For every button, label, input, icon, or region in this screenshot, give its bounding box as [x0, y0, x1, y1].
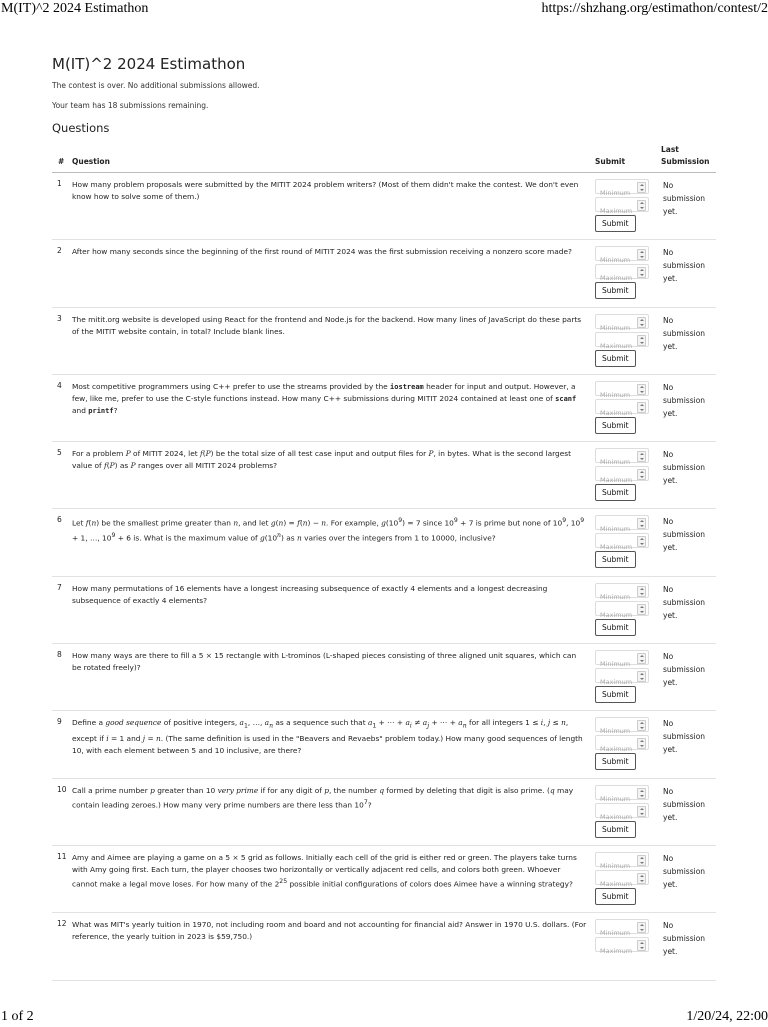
minimum-spinner-icon[interactable]: [637, 384, 646, 395]
maximum-input[interactable]: [596, 542, 636, 553]
submit-button[interactable]: Submit: [595, 350, 636, 367]
submit-cell: [595, 778, 661, 845]
submit-cell: [595, 240, 661, 307]
maximum-input[interactable]: [596, 340, 636, 351]
last-submission-status: No submission yet.: [661, 442, 716, 509]
maximum-input-wrapper: [595, 870, 649, 885]
header-submit: Submit: [595, 144, 661, 173]
minimum-input-wrapper: [595, 919, 649, 934]
minimum-input-wrapper: [595, 448, 649, 463]
question-number: 9: [52, 711, 72, 778]
maximum-input[interactable]: [596, 811, 636, 822]
minimum-input-wrapper: [595, 650, 649, 665]
submit-button[interactable]: Submit: [595, 686, 636, 703]
minimum-input-wrapper: [595, 785, 649, 800]
last-submission-status: No submission yet.: [661, 374, 716, 441]
question-text: How many problem proposals were submitted by the MITIT 2024 problem writers? (Most of them didn't make the contest. We don't even know how to solve some of them.): [72, 173, 595, 240]
last-submission-status: No submission yet.: [661, 778, 716, 845]
submissions-remaining-text: Your team has 18 submissions remaining.: [52, 101, 209, 110]
minimum-spinner-icon[interactable]: [637, 720, 646, 731]
question-text: Call a prime number p greater than 10 very prime if for any digit of p, the number q formed by deleting that digit is also prime. (q may contain leading zeroes.) How many very prime numbers are there less than $10^7$?: [72, 778, 595, 845]
minimum-spinner-icon[interactable]: [637, 451, 646, 462]
minimum-spinner-icon[interactable]: [637, 182, 646, 193]
maximum-spinner-icon[interactable]: [637, 200, 646, 211]
maximum-input-wrapper: [595, 803, 649, 818]
questions-table-body: [52, 173, 716, 981]
maximum-input[interactable]: [596, 677, 636, 688]
header-last-submission: Last Submission: [661, 144, 716, 173]
submit-cell: [595, 173, 661, 240]
submit-cell: [595, 644, 661, 711]
last-submission-status: No submission yet.: [661, 644, 716, 711]
question-number: 7: [52, 576, 72, 643]
minimum-input-wrapper: [595, 246, 649, 261]
question-number: 8: [52, 644, 72, 711]
question-text: How many ways are there to fill a 5 × 15 rectangle with L-trominos (L-shaped pieces consisting of three aligned unit squares, which can be rotated freely)?: [72, 644, 595, 711]
last-submission-status: No submission yet.: [661, 509, 716, 576]
submit-button[interactable]: Submit: [595, 215, 636, 232]
submit-cell: [595, 374, 661, 441]
print-footer: [0, 1009, 768, 1027]
main-content: [52, 52, 716, 957]
maximum-spinner-icon[interactable]: [637, 536, 646, 547]
submit-button[interactable]: Submit: [595, 551, 636, 568]
question-number: 3: [52, 307, 72, 374]
submit-button[interactable]: Submit: [595, 821, 636, 838]
maximum-spinner-icon[interactable]: [637, 738, 646, 749]
table-row: [52, 307, 716, 374]
maximum-input[interactable]: [596, 878, 636, 889]
maximum-input[interactable]: [596, 273, 636, 284]
table-row: [52, 576, 716, 643]
questions-table: [52, 144, 716, 981]
maximum-input[interactable]: [596, 946, 636, 957]
table-row: [52, 913, 716, 980]
maximum-input-wrapper: [595, 937, 649, 952]
table-row: [52, 509, 716, 576]
minimum-spinner-icon[interactable]: [637, 249, 646, 260]
last-submission-status: No submission yet.: [661, 173, 716, 240]
submit-button[interactable]: Submit: [595, 619, 636, 636]
submit-button[interactable]: Submit: [595, 888, 636, 905]
question-text: Define a good sequence of positive integers, $a_1$, …, $a_n$ as a sequence such that $a_1$ + ⋯ + $a_i \ne a_j$ + ⋯ + $a_n$ for all integers 1 ≤ i, j ≤ n, except if i = 1 and j = n. (The same definition is used in the "Beavers and Revaebs" problem today.) How many good sequences of length 10, with each element between 5 and 10 inclusive, are there?: [72, 711, 595, 778]
question-number: 4: [52, 374, 72, 441]
page-title: M(IT)^2 2024 Estimathon: [52, 55, 246, 73]
minimum-spinner-icon[interactable]: [637, 586, 646, 597]
maximum-input-wrapper: [595, 197, 649, 212]
submit-cell: [595, 307, 661, 374]
minimum-input-wrapper: [595, 515, 649, 530]
submit-cell: [595, 442, 661, 509]
table-row: [52, 644, 716, 711]
header-question: Question: [72, 144, 595, 173]
maximum-spinner-icon[interactable]: [637, 335, 646, 346]
minimum-spinner-icon[interactable]: [637, 855, 646, 866]
question-text: What was MIT's yearly tuition in 1970, not including room and board and not accounting for financial aid? Answer in 1970 U.S. dollars. (For reference, the yearly tuition in 2023 is $59,750.): [72, 913, 595, 980]
maximum-input[interactable]: [596, 609, 636, 620]
maximum-spinner-icon[interactable]: [637, 671, 646, 682]
question-number: 12: [52, 913, 72, 980]
contest-status-text: The contest is over. No additional submissions allowed.: [52, 81, 260, 90]
maximum-spinner-icon[interactable]: [637, 469, 646, 480]
table-row: [52, 240, 716, 307]
minimum-spinner-icon[interactable]: [637, 788, 646, 799]
question-number: 10: [52, 778, 72, 845]
maximum-input-wrapper: [595, 332, 649, 347]
maximum-spinner-icon[interactable]: [637, 267, 646, 278]
minimum-input-wrapper: [595, 179, 649, 194]
last-submission-status: No submission yet.: [661, 711, 716, 778]
print-header-url: https://shzhang.org/estimathon/contest/2: [541, 1, 768, 16]
print-footer-datetime: 1/20/24, 22:00: [686, 1009, 768, 1024]
maximum-input-wrapper: [595, 668, 649, 683]
table-row: [52, 711, 716, 778]
submit-cell: [595, 509, 661, 576]
question-number: 5: [52, 442, 72, 509]
minimum-input-wrapper: [595, 381, 649, 396]
submit-button[interactable]: Submit: [595, 753, 636, 770]
last-submission-status: No submission yet.: [661, 576, 716, 643]
submit-cell: [595, 576, 661, 643]
submit-cell: [595, 913, 661, 980]
question-text: For a problem P of MITIT 2024, let f(P) be the total size of all test case input and output files for P, in bytes. What is the second largest value of f(P) as P ranges over all MITIT 2024 problems?: [72, 442, 595, 509]
maximum-input-wrapper: [595, 735, 649, 750]
maximum-input-wrapper: [595, 601, 649, 616]
table-header-row: [52, 144, 716, 173]
question-text: Most competitive programmers using C++ prefer to use the streams provided by the iostream header for input and output. However, a few, like me, prefer to use the C-style functions instead. How many C++ submissions during MITIT 2024 contained at least one of scanf and printf?: [72, 374, 595, 441]
last-submission-status: No submission yet.: [661, 845, 716, 912]
submit-button[interactable]: Submit: [595, 282, 636, 299]
maximum-spinner-icon[interactable]: [637, 873, 646, 884]
maximum-input-wrapper: [595, 399, 649, 414]
submit-button[interactable]: Submit: [595, 417, 636, 434]
header-number: #: [52, 144, 72, 173]
question-text: The mitit.org website is developed using React for the frontend and Node.js for the backend. How many lines of JavaScript do these parts of the MITIT website contain, in total? Include blank lines.: [72, 307, 595, 374]
table-row: [52, 442, 716, 509]
minimum-spinner-icon[interactable]: [637, 653, 646, 664]
table-row: [52, 778, 716, 845]
question-number: 2: [52, 240, 72, 307]
last-submission-status: No submission yet.: [661, 240, 716, 307]
maximum-spinner-icon[interactable]: [637, 940, 646, 951]
minimum-spinner-icon[interactable]: [637, 922, 646, 933]
questions-heading: Questions: [52, 121, 110, 135]
minimum-spinner-icon[interactable]: [637, 317, 646, 328]
minimum-input-wrapper: [595, 583, 649, 598]
maximum-spinner-icon[interactable]: [637, 604, 646, 615]
print-header-title: M(IT)^2 2024 Estimathon: [1, 1, 149, 16]
question-number: 6: [52, 509, 72, 576]
minimum-input-wrapper: [595, 717, 649, 732]
maximum-input-wrapper: [595, 466, 649, 481]
maximum-spinner-icon[interactable]: [637, 806, 646, 817]
minimum-spinner-icon[interactable]: [637, 518, 646, 529]
minimum-input-wrapper: [595, 314, 649, 329]
maximum-input[interactable]: [596, 475, 636, 486]
last-submission-status: No submission yet.: [661, 307, 716, 374]
maximum-input-wrapper: [595, 264, 649, 279]
question-text: Let f(n) be the smallest prime greater than n, and let g(n) = f(n) − n. For example, $g(10^9) = 7$ since $10^9 + 7$ is prime but none of $10^9$, $10^9 + 1$, …, $10^9 + 6$ is. What is the maximum value of g(10$^n$) as n varies over the integers from 1 to 10000, inclusive?: [72, 509, 595, 576]
maximum-input[interactable]: [596, 407, 636, 418]
table-row: [52, 374, 716, 441]
question-text: How many permutations of 16 elements have a longest increasing subsequence of exactly 4 elements and a longest decreasing subsequence of exactly 4 elements?: [72, 576, 595, 643]
maximum-input-wrapper: [595, 533, 649, 548]
question-text: After how many seconds since the beginning of the first round of MITIT 2024 was the first submission receiving a nonzero score made?: [72, 240, 595, 307]
submit-cell: [595, 845, 661, 912]
minimum-input-wrapper: [595, 852, 649, 867]
maximum-input[interactable]: [596, 206, 636, 217]
maximum-input[interactable]: [596, 744, 636, 755]
table-row: [52, 173, 716, 240]
table-row: [52, 845, 716, 912]
last-submission-status: No submission yet.: [661, 913, 716, 980]
maximum-spinner-icon[interactable]: [637, 402, 646, 413]
question-number: 1: [52, 173, 72, 240]
submit-cell: [595, 711, 661, 778]
question-number: 11: [52, 845, 72, 912]
print-header: [0, 1, 768, 19]
question-text: Amy and Aimee are playing a game on a 5 × 5 grid as follows. Initially each cell of the grid is either red or green. The players take turns with Amy going first. Each turn, the player chooses two horizontally or vertically adjacent red cells, and colors both green. Whoever cannot make a legal move loses. For how many of the $2^{25}$ possible initial configurations of colors does Aimee have a winning strategy?: [72, 845, 595, 912]
print-footer-page: 1 of 2: [1, 1009, 34, 1024]
submit-button[interactable]: Submit: [595, 484, 636, 501]
